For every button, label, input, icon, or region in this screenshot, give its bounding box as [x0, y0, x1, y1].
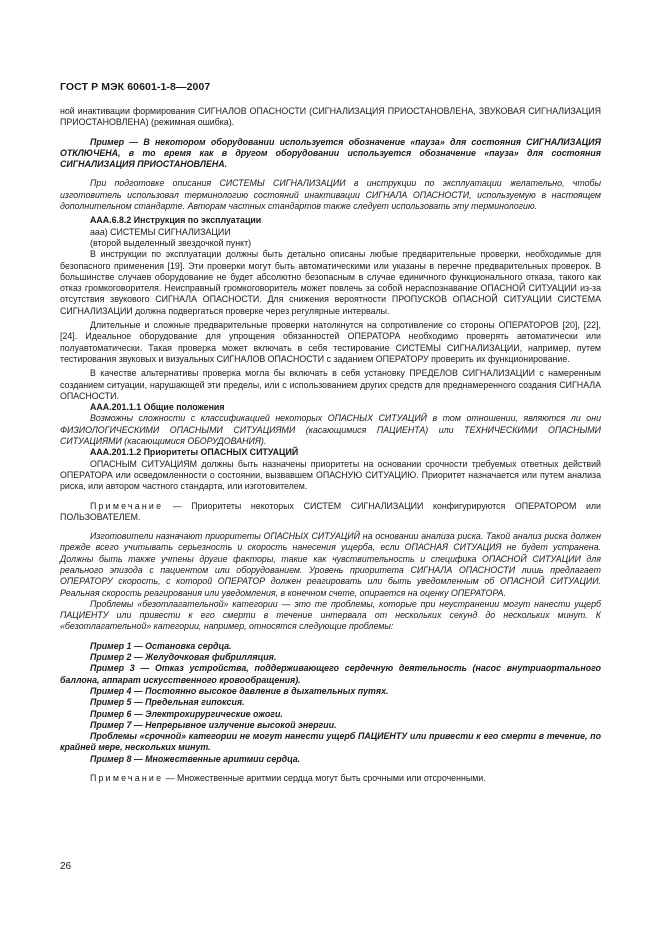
note-text: — Множественные аритмии сердца могут быть срочными или отсроченными.: [163, 773, 486, 784]
list-item-note: (второй выделенный звездочкой пункт): [90, 237, 252, 248]
note-paragraph: [60, 501, 601, 524]
example-item: Пример 2 — Желудочковая фибрилляция.: [90, 652, 277, 663]
page-body: [60, 106, 601, 784]
section-heading: ААА.6.8.2 Инструкция по эксплуатации: [90, 215, 262, 226]
example-item: Пример 7 — Непрерывное излучение высокой энергии.: [90, 719, 337, 730]
italic-paragraph: Проблемы «безотлагательной» категории — это те проблемы, которые при неустранении могут нанести ущерб ПАЦИЕНТУ или привести к его смерти в течение интервала от нескольких секунд до нескольких минут. К «безотлагательной» категории, например, относятся следующие проблемы:: [60, 598, 601, 632]
example-item: Пример 6 — Электрохирургические ожоги.: [90, 708, 283, 719]
italic-paragraph: Возможны сложности с классификацией некоторых ОПАСНЫХ СИТУАЦИЙ в том отношении, являются ли они ФИЗИОЛОГИЧЕСКИМИ ОПАСНЫМИ СИТУАЦИЯМИ (касающимися ПАЦИЕНТА) или ТЕХНИЧЕСКИМИ ОПАСНЫМИ СИТУАЦИЯМИ (касающимися ОБОРУДОВАНИЯ).: [60, 413, 601, 447]
example-item: Пример 5 — Предельная гипоксия.: [90, 697, 245, 708]
example-item: Пример 3 — Отказ устройства, поддерживающего сердечную деятельность (насос внутриаортального баллона, аппарат искусственного кровообращения).: [60, 663, 601, 685]
paragraph: Длительные и сложные предварительные проверки натолкнутся на сопротивление со стороны ОПЕРАТОРОВ [20], [22], [24]. Идеальное оборудование для упрощения обязанностей ОПЕРАТОРА необходимо проверять автоматически или полуавтоматически. Такая проверка может включать в себя тестирование СИСТЕМЫ СИГНАЛИЗАЦИИ, например, путем тестирования звуковых и визуальных СИГНАЛОВ ОПАСНОСТИ с заданием ОПЕРАТОРУ проверить их функционирование.: [60, 320, 601, 364]
paragraph: ной инактивации формирования СИГНАЛОВ ОПАСНОСТИ (СИГНАЛИЗАЦИЯ ПРИОСТАНОВЛЕНА, ЗВУКОВАЯ СИГНАЛИЗАЦИЯ ПРИОСТАНОВЛЕНА) (режимная ошибка).: [60, 106, 601, 128]
paragraph: В инструкции по эксплуатации должны быть детально описаны любые предварительные проверки, необходимые для безопасного применения [19]. Эти проверки могут быть автоматическими или указаны в перечне предварительных проверок. В большинстве случаев оборудование не будет абсолютно безопасным в случае единичного функционального отказа, такого как отказ громкоговорителя. Неисправный громкоговоритель может повлечь за собой нераспознавание ОПАСНОЙ СИТУАЦИИ из-за отсутствия звукового СИГНАЛА ОПАСНОСТИ. Для снижения вероятности ПРОПУСКОВ ОПАСНОЙ СИТУАЦИИ СИСТЕМА СИГНАЛИЗАЦИИ должна подвергаться проверке через регулярные интервалы.: [60, 249, 601, 316]
list-item: ааа) СИСТЕМЫ СИГНАЛИЗАЦИИ: [90, 226, 231, 237]
example-item: Пример 8 — Множественные аритмии сердца.: [90, 753, 301, 764]
example-item: Пример 1 — Остановка сердца.: [90, 640, 232, 651]
example-item: Пример 4 — Постоянно высокое давление в дыхательных путях.: [90, 685, 389, 696]
note-text: — Приоритеты некоторых СИСТЕМ СИГНАЛИЗАЦИИ конфигурируются ОПЕРАТОРОМ или ПОЛЬЗОВАТЕЛЕМ.: [60, 500, 601, 522]
note-label: Примечание: [90, 773, 164, 784]
example-paragraph: Пример — В некотором оборудовании используется обозначение «пауза» для состояния СИГНАЛИЗАЦИЯ ОТКЛЮЧЕНА, в то время как в другом оборудовании используется обозначение «пауза» для состояния СИГНАЛИЗАЦИЯ ПРИОСТАНОВЛЕНА.: [60, 136, 601, 170]
italic-paragraph: Изготовители назначают приоритеты ОПАСНЫХ СИТУАЦИЙ на основании анализа риска. Такой анализ риска должен прежде всего учитывать серьезность и скорость нанесения ущерба, если ОПАСНАЯ СИТУАЦИЯ не будет устранена. Должны быть также учтены другие факторы, такие как чувствительность и специфика ОПАСНОЙ СИТУАЦИИ для реального эпизода с пациентом или оборудованием. Уровень приоритета СИГНАЛА ОПАСНОСТИ лишь предлагает ОПЕРАТОРУ скорость, с которой ОПЕРАТОР должен реагировать или быть уведомленным об ОПАСНОЙ СИТУАЦИИ. Реальная скорость реагирования или уведомления, в конечном счете, опирается на оценку ОПЕРАТОРА.: [60, 531, 601, 598]
italic-paragraph: При подготовке описания СИСТЕМЫ СИГНАЛИЗАЦИИ в инструкции по эксплуатации желательно, чтобы изготовитель использовал терминологию состояний инактивации СИГНАЛА ОПАСНОСТИ, используемую в настоящем дополнительном стандарте. Авторам частных стандартов также следует использовать эту терминологию.: [60, 178, 601, 212]
example-paragraph: Проблемы «срочной» категории не могут нанести ущерб ПАЦИЕНТУ или привести к его смерти в течение, по крайней мере, нескольких минут.: [60, 731, 601, 753]
note-paragraph: [60, 773, 601, 784]
document-header: ГОСТ Р МЭК 60601-1-8—2007: [60, 81, 211, 93]
section-heading: ААА.201.1.2 Приоритеты ОПАСНЫХ СИТУАЦИЙ: [90, 447, 299, 458]
paragraph: В качестве альтернативы проверка могла бы включать в себя установку ПРЕДЕЛОВ СИГНАЛИЗАЦИИ с намеренным созданием ситуации, нарушающей эти пределы, или с использованием других средств для преднамеренного создания СИГНАЛА ОПАСНОСТИ.: [60, 368, 601, 401]
page-number: 26: [60, 861, 72, 872]
section-heading: ААА.201.1.1 Общие положения: [90, 402, 225, 413]
paragraph: ОПАСНЫМ СИТУАЦИЯМ должны быть назначены приоритеты на основании срочности требуемых ответных действий ОПЕРАТОРА или осведомленности о состоянии, вызвавшем ОПАСНУЮ СИТУАЦИЮ. Приоритет назначается или путем анализа риска, или автором частного стандарта, или изготовителем.: [60, 458, 601, 492]
note-label: Примечание: [90, 500, 164, 511]
